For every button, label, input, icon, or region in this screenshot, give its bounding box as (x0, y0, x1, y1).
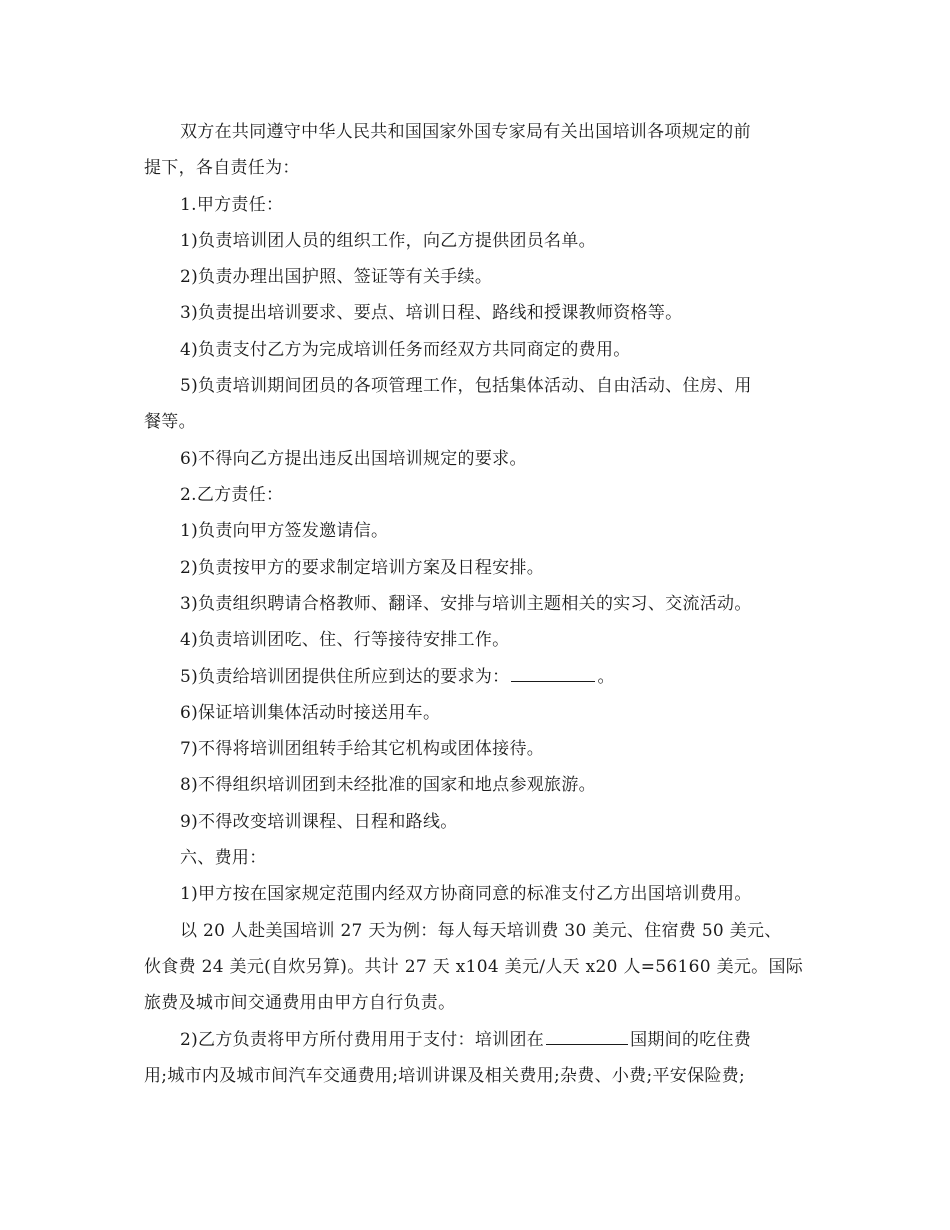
fees-example-line3: 旅费及城市间交通费用由甲方自行负责。 (144, 993, 456, 1013)
section-heading-party-b: 2.乙方责任： (180, 485, 284, 505)
party-b-item-5-text: 5)负责给培训团提供住所应到达的要求为： (180, 667, 510, 687)
fees-item-2-line2: 用;城市内及城市间汽车交通费用;培训讲课及相关费用;杂费、小费;平安保险费; (144, 1066, 746, 1086)
party-a-item-1: 1)负责培训团人员的组织工作，向乙方提供团员名单。 (180, 231, 596, 251)
party-b-item-5 (180, 665, 615, 689)
party-a-item-6: 6)不得向乙方提出违反出国培训规定的要求。 (180, 449, 527, 469)
party-b-item-6: 6)保证培训集体活动时接送用车。 (180, 703, 441, 723)
party-b-item-1: 1)负责向甲方签发邀请信。 (180, 521, 389, 541)
fees-example-line2: 伙食费 24 美元(自炊另算)。共计 27 天 x104 美元/人天 x20 人=56160 美元。国际 (144, 957, 804, 977)
party-b-item-9: 9)不得改变培训课程、日程和路线。 (180, 812, 458, 832)
paragraph-intro-line2: 提下，各自责任为： (144, 158, 300, 178)
paragraph-intro-line1: 双方在共同遵守中华人民共和国国家外国专家局有关出国培训各项规定的前 (180, 122, 751, 142)
party-b-item-2: 2)负责按甲方的要求制定培训方案及日程安排。 (180, 558, 545, 578)
party-a-item-3: 3)负责提出培训要求、要点、培训日程、路线和授课教师资格等。 (180, 303, 683, 323)
section-heading-party-a: 1.甲方责任： (180, 195, 284, 215)
party-b-item-7: 7)不得将培训团组转手给其它机构或团体接待。 (180, 739, 545, 759)
fees-item-2-text: 2)乙方负责将甲方所付费用用于支付：培训团在 (180, 1030, 545, 1050)
fill-in-blank (546, 1028, 628, 1045)
party-b-item-8: 8)不得组织培训团到未经批准的国家和地点参观旅游。 (180, 775, 596, 795)
fees-item-2-line1 (180, 1028, 751, 1052)
fees-item-1: 1)甲方按在国家规定范围内经双方协商同意的标准支付乙方出国培训费用。 (180, 884, 752, 904)
party-a-item-4: 4)负责支付乙方为完成培训任务而经双方共同商定的费用。 (180, 340, 631, 360)
party-b-item-5-end: 。 (597, 667, 615, 687)
party-a-item-5-line2: 餐等。 (144, 412, 196, 432)
section-heading-fees: 六、费用： (180, 848, 267, 868)
party-a-item-2: 2)负责办理出国护照、签证等有关手续。 (180, 267, 493, 287)
fees-item-2-text-end: 国期间的吃住费 (630, 1030, 752, 1050)
party-a-item-5-line1: 5)负责培训期间团员的各项管理工作，包括集体活动、自由活动、住房、用 (180, 376, 752, 396)
fill-in-blank (511, 665, 595, 682)
party-b-item-3: 3)负责组织聘请合格教师、翻译、安排与培训主题相关的实习、交流活动。 (180, 594, 752, 614)
fees-example-line1: 以 20 人赴美国培训 27 天为例：每人每天培训费 30 美元、住宿费 50 美元、 (180, 921, 782, 941)
party-b-item-4: 4)负责培训团吃、住、行等接待安排工作。 (180, 630, 510, 650)
